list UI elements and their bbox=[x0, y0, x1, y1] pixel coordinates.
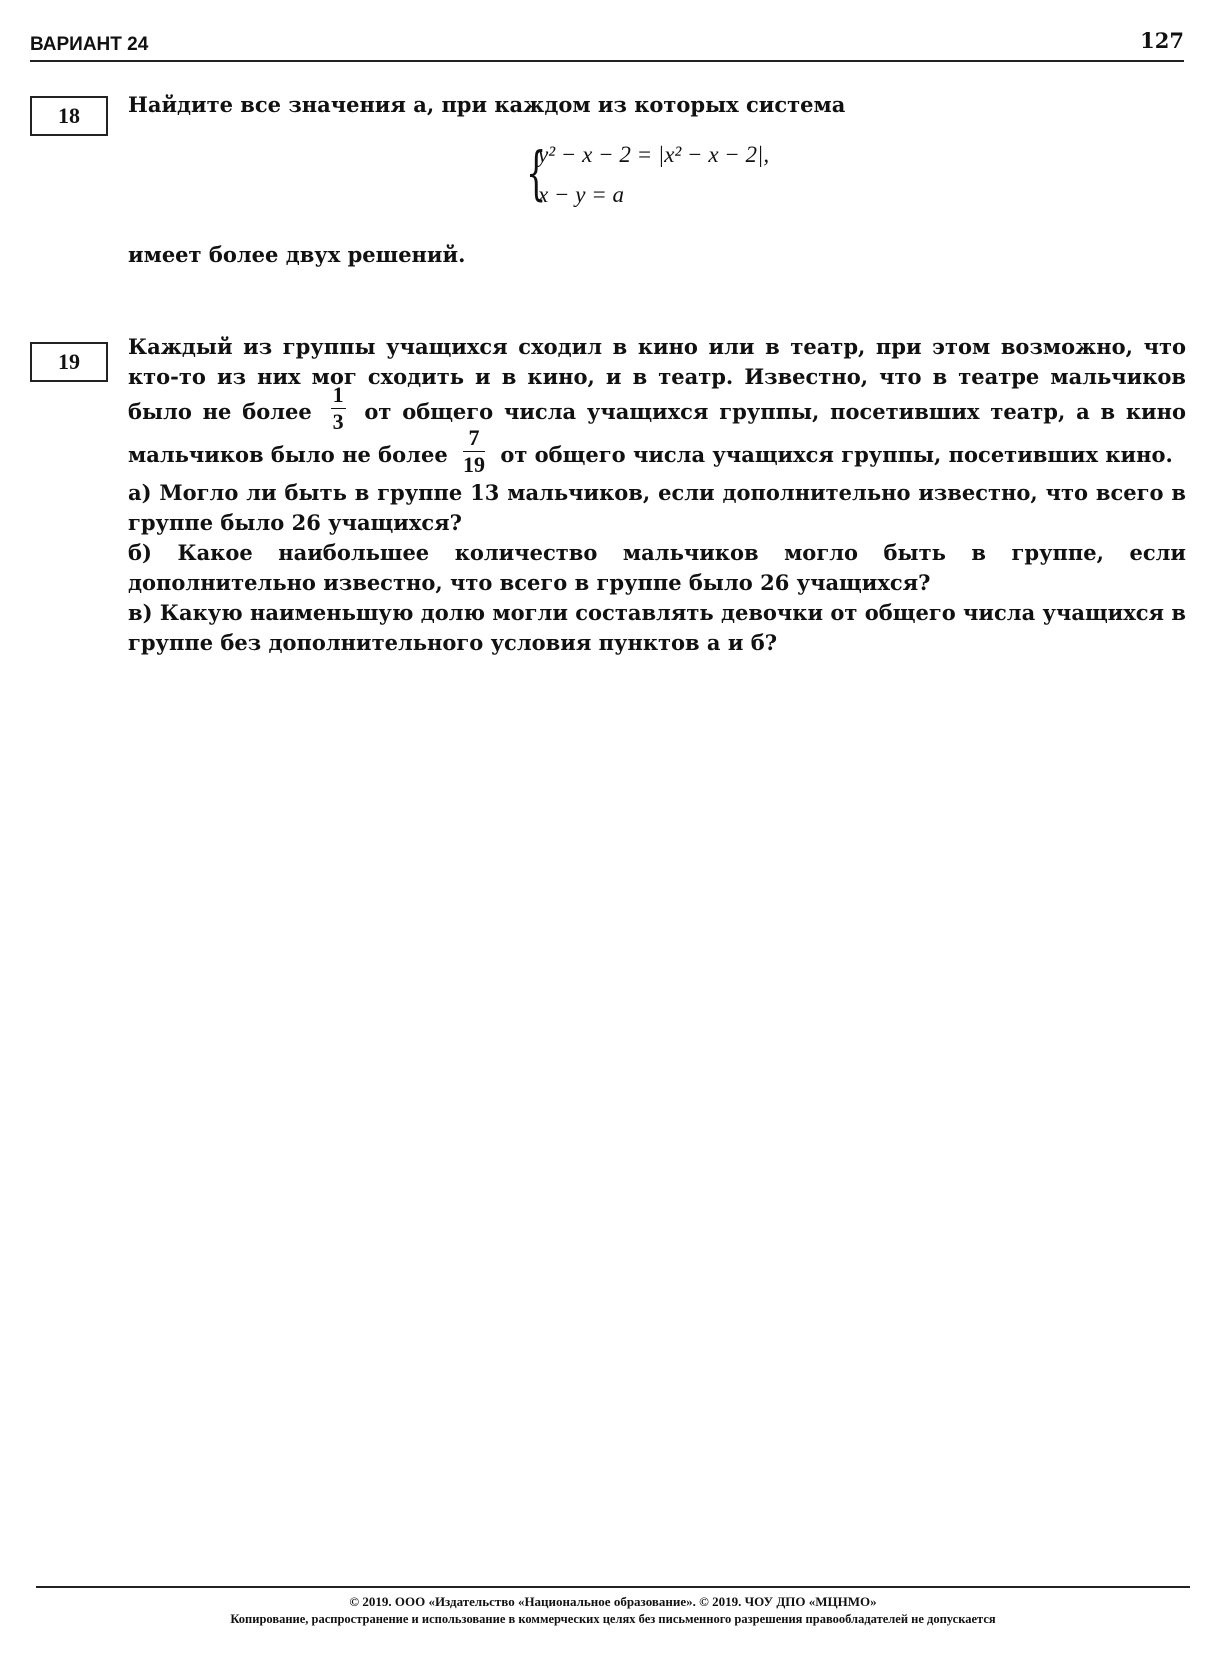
variant-title: ВАРИАНТ 24 bbox=[30, 34, 149, 55]
page-header bbox=[30, 30, 1184, 62]
task-19-part-a: а) Могло ли быть в группе 13 мальчиков, если дополнительно известно, что всего в группе было 26 учащихся? bbox=[128, 480, 1186, 535]
fraction-seven-nineteenths bbox=[463, 425, 485, 478]
task-18-number: 18 bbox=[30, 96, 108, 136]
task-19-text-start: Каждый из группы учащихся сходил в кино или в театр, при этом возможно, что кто-то из них мог сходить и в кино, и в театр. Известно, что в театре мальчиков было не более bbox=[128, 334, 1186, 424]
task-18-intro: Найдите все значения a, при каждом из которых система bbox=[128, 92, 846, 117]
page-number: 127 bbox=[1140, 28, 1184, 53]
task-19-body bbox=[128, 332, 1186, 658]
equation-2: x − y = a bbox=[538, 182, 624, 207]
equation-system bbox=[526, 138, 806, 216]
copyright-notice: Копирование, распространение и использование в коммерческих целях без письменного разрешения правообладателей не допускается bbox=[230, 1612, 996, 1626]
task-19-part-c: в) Какую наименьшую долю могли составлять девочки от общего числа учащихся в группе без дополнительного условия пунктов а и б? bbox=[128, 600, 1186, 655]
frac2-numerator: 7 bbox=[463, 425, 485, 452]
page-footer bbox=[36, 1586, 1190, 1626]
copyright-line: © 2019. ООО «Издательство «Национальное образование». © 2019. ЧОУ ДПО «МЦНМО» bbox=[349, 1594, 877, 1609]
frac2-denominator: 19 bbox=[463, 452, 486, 477]
task-19-number: 19 bbox=[30, 342, 108, 382]
equation-1: y² − x − 2 = |x² − x − 2|, bbox=[538, 142, 770, 167]
frac1-numerator: 1 bbox=[332, 382, 344, 407]
frac1-denominator: 3 bbox=[332, 409, 344, 434]
task-18-conclusion: имеет более двух решений. bbox=[128, 242, 466, 267]
task-19-text-mid: от общего числа учащихся группы, посетивших театр, а в кино мальчиков было не более bbox=[128, 399, 1187, 467]
system-brace: { bbox=[526, 139, 547, 207]
fraction-one-third bbox=[331, 382, 346, 435]
task-19-text-end: от общего числа учащихся группы, посетивших кино. bbox=[500, 442, 1173, 467]
task-19-part-b: б) Какое наибольшее количество мальчиков могло быть в группе, если дополнительно известно, что всего в группе было 26 учащихся? bbox=[128, 540, 1186, 595]
